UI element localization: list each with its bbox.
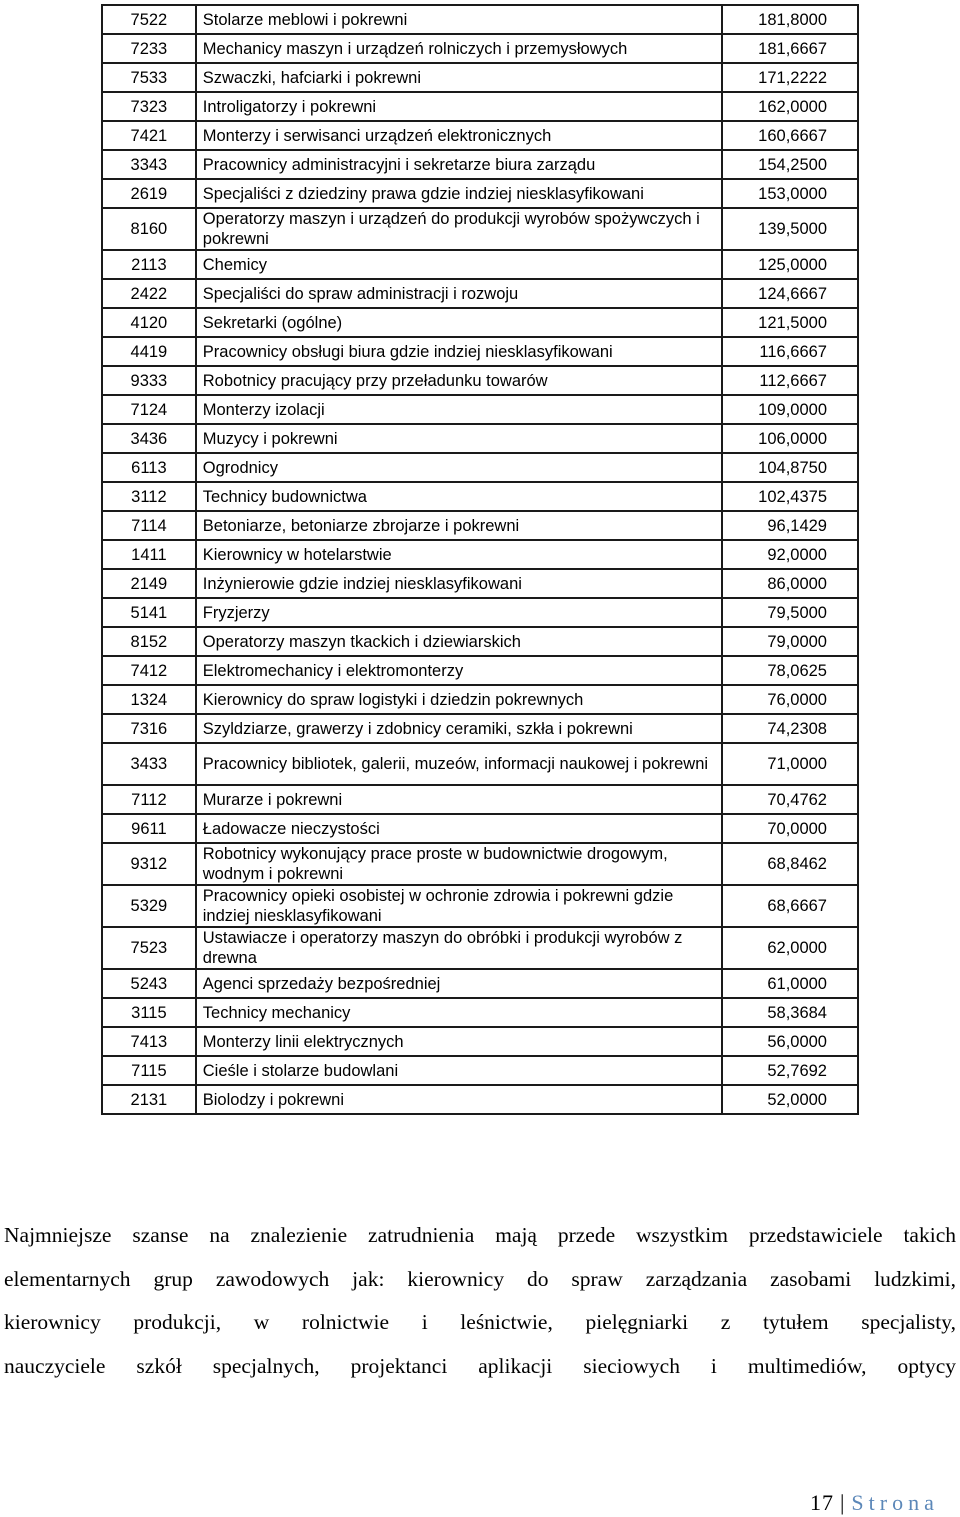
occupation-name-cell: Cieśle i stolarze budowlani: [196, 1056, 722, 1085]
occupation-value-cell: 139,5000: [722, 208, 858, 250]
occupation-value-cell: 181,8000: [722, 5, 858, 34]
occupation-value-cell: 112,6667: [722, 366, 858, 395]
table-row: [102, 395, 858, 424]
occupation-code-cell: 3115: [102, 998, 196, 1027]
occupation-value-cell: 62,0000: [722, 927, 858, 969]
occupations-table: [101, 4, 859, 1115]
table-row: [102, 482, 858, 511]
occupation-name-cell: Technicy mechanicy: [196, 998, 722, 1027]
occupation-name-cell: Murarze i pokrewni: [196, 785, 722, 814]
occupation-code-cell: 3433: [102, 743, 196, 785]
table-row: [102, 998, 858, 1027]
paragraph-line-2: elementarnych grup zawodowych jak: kierownicy do spraw zarządzania zasobami ludzkimi,: [4, 1266, 956, 1291]
occupation-value-cell: 104,8750: [722, 453, 858, 482]
occupation-code-cell: 7233: [102, 34, 196, 63]
occupation-value-cell: 58,3684: [722, 998, 858, 1027]
occupation-code-cell: 2131: [102, 1085, 196, 1114]
occupation-value-cell: 76,0000: [722, 685, 858, 714]
occupation-name-cell: Technicy budownictwa: [196, 482, 722, 511]
table-row: [102, 785, 858, 814]
occupation-value-cell: 162,0000: [722, 92, 858, 121]
occupation-name-cell: Sekretarki (ogólne): [196, 308, 722, 337]
occupation-code-cell: 7114: [102, 511, 196, 540]
table-row: [102, 569, 858, 598]
occupation-name-cell: Mechanicy maszyn i urządzeń rolniczych i przemysłowych: [196, 34, 722, 63]
occupation-code-cell: 2149: [102, 569, 196, 598]
occupation-name-cell: Monterzy linii elektrycznych: [196, 1027, 722, 1056]
table-row: [102, 969, 858, 998]
table-row: [102, 714, 858, 743]
occupation-code-cell: 2113: [102, 250, 196, 279]
table-row: [102, 598, 858, 627]
table-row: [102, 743, 858, 785]
table-row: [102, 1056, 858, 1085]
occupation-name-cell: Elektromechanicy i elektromonterzy: [196, 656, 722, 685]
table-row: [102, 337, 858, 366]
occupation-name-cell: Pracownicy administracyjni i sekretarze biura zarządu: [196, 150, 722, 179]
table-row: [102, 1027, 858, 1056]
occupation-name-cell: Specjaliści z dziedziny prawa gdzie indziej niesklasyfikowani: [196, 179, 722, 208]
occupation-value-cell: 68,8462: [722, 843, 858, 885]
page-number: 17: [810, 1490, 834, 1515]
table-row: [102, 34, 858, 63]
table-row: [102, 843, 858, 885]
occupation-name-cell: Robotnicy wykonujący prace proste w budownictwie drogowym, wodnym i pokrewni: [196, 843, 722, 885]
occupation-value-cell: 96,1429: [722, 511, 858, 540]
table-row: [102, 308, 858, 337]
table-row: [102, 150, 858, 179]
occupation-name-cell: Introligatorzy i pokrewni: [196, 92, 722, 121]
occupation-value-cell: 125,0000: [722, 250, 858, 279]
occupation-name-cell: Betoniarze, betoniarze zbrojarze i pokrewni: [196, 511, 722, 540]
occupation-name-cell: Robotnicy pracujący przy przeładunku towarów: [196, 366, 722, 395]
table-row: [102, 814, 858, 843]
occupation-value-cell: 92,0000: [722, 540, 858, 569]
occupation-name-cell: Ładowacze nieczystości: [196, 814, 722, 843]
occupation-name-cell: Fryzjerzy: [196, 598, 722, 627]
occupation-code-cell: 3343: [102, 150, 196, 179]
table-row: [102, 424, 858, 453]
table-row: [102, 121, 858, 150]
occupation-value-cell: 160,6667: [722, 121, 858, 150]
table-row: [102, 5, 858, 34]
table-row: [102, 656, 858, 685]
table-row: [102, 366, 858, 395]
occupation-code-cell: 1411: [102, 540, 196, 569]
table-row: [102, 885, 858, 927]
occupation-name-cell: Chemicy: [196, 250, 722, 279]
occupation-name-cell: Pracownicy obsługi biura gdzie indziej niesklasyfikowani: [196, 337, 722, 366]
occupation-value-cell: 52,0000: [722, 1085, 858, 1114]
occupation-code-cell: 1324: [102, 685, 196, 714]
occupation-value-cell: 78,0625: [722, 656, 858, 685]
occupation-name-cell: Operatorzy maszyn tkackich i dziewiarskich: [196, 627, 722, 656]
occupation-name-cell: Monterzy i serwisanci urządzeń elektronicznych: [196, 121, 722, 150]
occupation-code-cell: 2422: [102, 279, 196, 308]
occupation-code-cell: 8160: [102, 208, 196, 250]
occupation-name-cell: Muzycy i pokrewni: [196, 424, 722, 453]
occupation-value-cell: 68,6667: [722, 885, 858, 927]
occupation-value-cell: 70,0000: [722, 814, 858, 843]
occupation-name-cell: Kierownicy do spraw logistyki i dziedzin pokrewnych: [196, 685, 722, 714]
occupation-value-cell: 121,5000: [722, 308, 858, 337]
page-label: Strona: [851, 1490, 939, 1515]
occupation-code-cell: 7522: [102, 5, 196, 34]
occupation-code-cell: 7523: [102, 927, 196, 969]
table-row: [102, 685, 858, 714]
occupation-code-cell: 7323: [102, 92, 196, 121]
occupation-code-cell: 7115: [102, 1056, 196, 1085]
occupation-value-cell: 116,6667: [722, 337, 858, 366]
occupation-code-cell: 9333: [102, 366, 196, 395]
occupation-value-cell: 124,6667: [722, 279, 858, 308]
occupation-value-cell: 109,0000: [722, 395, 858, 424]
occupation-name-cell: Agenci sprzedaży bezpośredniej: [196, 969, 722, 998]
occupation-value-cell: 52,7692: [722, 1056, 858, 1085]
occupation-code-cell: 4120: [102, 308, 196, 337]
occupation-code-cell: 9312: [102, 843, 196, 885]
table-row: [102, 279, 858, 308]
occupation-name-cell: Operatorzy maszyn i urządzeń do produkcji wyrobów spożywczych i pokrewni: [196, 208, 722, 250]
occupation-value-cell: 181,6667: [722, 34, 858, 63]
occupation-value-cell: 153,0000: [722, 179, 858, 208]
body-paragraph: [4, 1214, 956, 1388]
table-row: [102, 511, 858, 540]
occupation-code-cell: 7413: [102, 1027, 196, 1056]
occupation-value-cell: 56,0000: [722, 1027, 858, 1056]
occupation-code-cell: 9611: [102, 814, 196, 843]
occupation-code-cell: 5329: [102, 885, 196, 927]
occupation-code-cell: 7421: [102, 121, 196, 150]
table-row: [102, 453, 858, 482]
occupation-code-cell: 6113: [102, 453, 196, 482]
occupation-code-cell: 2619: [102, 179, 196, 208]
table-row: [102, 92, 858, 121]
occupation-code-cell: 7124: [102, 395, 196, 424]
occupation-name-cell: Ogrodnicy: [196, 453, 722, 482]
occupation-name-cell: Ustawiacze i operatorzy maszyn do obróbki i produkcji wyrobów z drewna: [196, 927, 722, 969]
occupation-value-cell: 71,0000: [722, 743, 858, 785]
occupation-name-cell: Monterzy izolacji: [196, 395, 722, 424]
occupation-value-cell: 79,5000: [722, 598, 858, 627]
paragraph-line-3: kierownicy produkcji, w rolnictwie i leśnictwie, pielęgniarki z tytułem specjalisty,: [4, 1310, 956, 1334]
page-footer: [810, 1490, 939, 1516]
footer-separator: |: [840, 1490, 846, 1515]
table-row: [102, 208, 858, 250]
occupation-name-cell: Biolodzy i pokrewni: [196, 1085, 722, 1114]
occupation-name-cell: Stolarze meblowi i pokrewni: [196, 5, 722, 34]
occupation-code-cell: 7112: [102, 785, 196, 814]
table-row: [102, 927, 858, 969]
occupation-code-cell: 3436: [102, 424, 196, 453]
occupation-name-cell: Kierownicy w hotelarstwie: [196, 540, 722, 569]
occupation-value-cell: 171,2222: [722, 63, 858, 92]
occupation-value-cell: 154,2500: [722, 150, 858, 179]
occupation-code-cell: 5243: [102, 969, 196, 998]
paragraph-line-1: Najmniejsze szanse na znalezienie zatrudnienia mają przede wszystkim przedstawiciele takich: [4, 1223, 956, 1247]
table-row: [102, 179, 858, 208]
occupation-code-cell: 7533: [102, 63, 196, 92]
occupation-code-cell: 4419: [102, 337, 196, 366]
table-row: [102, 540, 858, 569]
occupation-name-cell: Pracownicy opieki osobistej w ochronie zdrowia i pokrewni gdzie indziej niesklasyfikowani: [196, 885, 722, 927]
occupation-code-cell: 8152: [102, 627, 196, 656]
occupation-name-cell: Szwaczki, hafciarki i pokrewni: [196, 63, 722, 92]
occupation-value-cell: 61,0000: [722, 969, 858, 998]
occupation-value-cell: 102,4375: [722, 482, 858, 511]
occupation-code-cell: 7412: [102, 656, 196, 685]
table-row: [102, 63, 858, 92]
table-row: [102, 250, 858, 279]
occupation-code-cell: 7316: [102, 714, 196, 743]
occupation-name-cell: Szyldziarze, grawerzy i zdobnicy ceramiki, szkła i pokrewni: [196, 714, 722, 743]
paragraph-line-4: nauczyciele szkół specjalnych, projektanci aplikacji sieciowych i multimediów, optycy: [4, 1353, 956, 1378]
occupation-value-cell: 106,0000: [722, 424, 858, 453]
occupation-value-cell: 79,0000: [722, 627, 858, 656]
table-row: [102, 1085, 858, 1114]
occupation-value-cell: 70,4762: [722, 785, 858, 814]
occupation-value-cell: 86,0000: [722, 569, 858, 598]
occupations-table-body: [102, 5, 858, 1114]
table-row: [102, 627, 858, 656]
occupation-name-cell: Inżynierowie gdzie indziej niesklasyfikowani: [196, 569, 722, 598]
occupation-code-cell: 5141: [102, 598, 196, 627]
occupation-value-cell: 74,2308: [722, 714, 858, 743]
occupation-code-cell: 3112: [102, 482, 196, 511]
occupation-name-cell: Specjaliści do spraw administracji i rozwoju: [196, 279, 722, 308]
occupation-name-cell: Pracownicy bibliotek, galerii, muzeów, informacji naukowej i pokrewni: [196, 743, 722, 785]
